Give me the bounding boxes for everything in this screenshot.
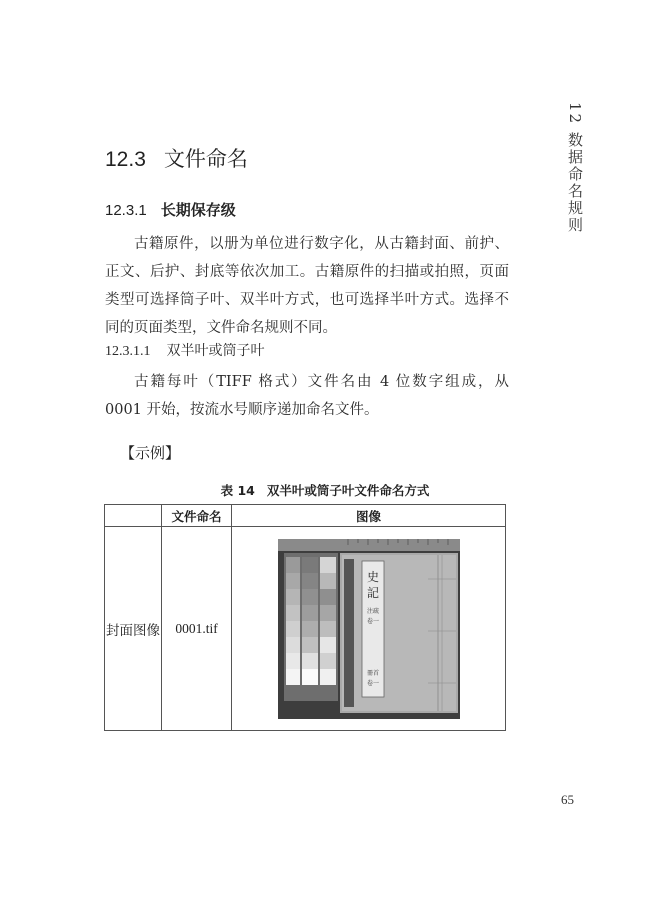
svg-text:記: 記	[366, 585, 379, 600]
section-number: 12.3	[105, 148, 146, 171]
grey-scale-chart	[284, 553, 338, 701]
section-heading	[105, 143, 248, 173]
subsubsection-heading	[105, 340, 265, 360]
table-header-filename: 文件命名	[162, 505, 232, 527]
table-header-empty	[105, 505, 162, 527]
paragraph-naming-rule: 古籍每叶（TIFF 格式）文件名由 4 位数字组成，从 0001 开始，按流水号顺序递加命名文件。	[105, 374, 509, 418]
section-title: 文件命名	[163, 147, 248, 171]
table-header-row	[105, 505, 506, 527]
svg-text:卷一: 卷一	[366, 617, 379, 625]
table-header-image: 图像	[232, 505, 506, 527]
paragraph-intro: 古籍原件，以册为单位进行数字化，从古籍封面、前护、正文、后护、封底等依次加工。古籍原件的扫描或拍照，页面类型可选择筒子叶、双半叶方式，也可选择半叶方式。选择不同的页面类型，文件命名规则不同。	[105, 236, 509, 336]
chapter-side-tab: 12 数据命名规则	[566, 102, 584, 234]
table-caption-number: 表 14	[220, 483, 255, 498]
book-cover-photo	[278, 539, 460, 719]
subsubsection-number: 12.3.1.1	[105, 344, 151, 359]
table-caption	[0, 481, 650, 499]
svg-text:卷一: 卷一	[366, 679, 379, 687]
svg-text:冊首: 冊首	[366, 669, 379, 677]
naming-table	[104, 504, 506, 731]
subsection-heading	[105, 199, 236, 220]
svg-text:注疏: 注疏	[366, 607, 379, 615]
example-label: 【示例】	[120, 444, 181, 462]
subsection-number: 12.3.1	[105, 202, 147, 219]
table-caption-title: 双半叶或筒子叶文件命名方式	[266, 483, 430, 498]
svg-text:史: 史	[366, 569, 379, 584]
page-number: 65	[561, 792, 574, 807]
subsection-title: 长期保存级	[160, 201, 236, 219]
table-row	[105, 527, 506, 731]
table-cell-label: 封面图像	[105, 527, 162, 731]
subsubsection-title: 双半叶或筒子叶	[166, 343, 265, 359]
table-cell-filename: 0001.tif	[162, 527, 232, 731]
table-cell-image	[232, 527, 506, 731]
book-cover	[340, 553, 458, 713]
